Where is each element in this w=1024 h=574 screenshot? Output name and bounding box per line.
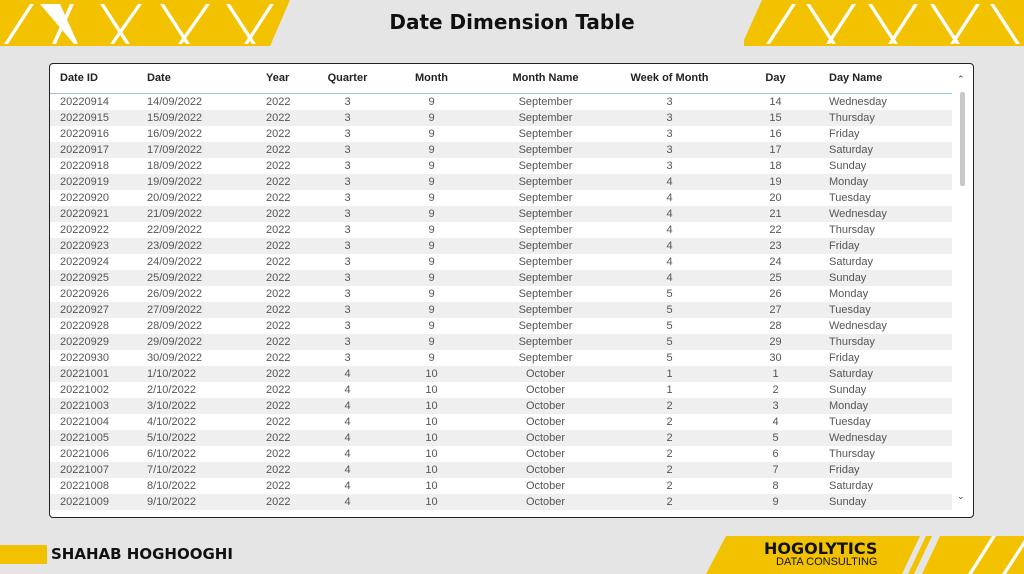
- cell-week-of-month: 2: [666, 496, 673, 508]
- cell-date-id: 20220922: [60, 224, 109, 236]
- cell-date-id: 20220920: [60, 192, 109, 204]
- logo-main-text: HOGOLYTICS: [764, 539, 878, 558]
- cell-day: 28: [769, 320, 782, 332]
- table-row[interactable]: [50, 414, 952, 430]
- cell-day: 1: [772, 368, 779, 380]
- table-row[interactable]: [50, 494, 952, 510]
- cell-date: 18/09/2022: [147, 160, 203, 172]
- cell-month-name: September: [518, 320, 573, 332]
- cell-week-of-month: 4: [666, 272, 673, 284]
- cell-day-name: Thursday: [829, 112, 875, 124]
- cell-day-name: Wednesday: [829, 432, 887, 444]
- cell-month: 9: [428, 336, 435, 348]
- cell-week-of-month: 2: [666, 432, 673, 444]
- cell-week-of-month: 1: [666, 368, 673, 380]
- cell-date-id: 20221001: [60, 368, 109, 380]
- cell-month: 10: [425, 432, 438, 444]
- cell-quarter: 3: [344, 160, 351, 172]
- cell-day: 20: [769, 192, 782, 204]
- cell-week-of-month: 5: [666, 304, 673, 316]
- cell-date: 17/09/2022: [147, 144, 203, 156]
- cell-month-name: October: [525, 384, 566, 396]
- scrollbar-thumb[interactable]: [960, 92, 965, 186]
- cell-month-name: September: [518, 128, 573, 140]
- cell-quarter: 3: [344, 288, 351, 300]
- cell-day-name: Tuesday: [829, 192, 871, 204]
- cell-month-name: September: [518, 176, 573, 188]
- cell-year: 2022: [266, 496, 291, 508]
- cell-date: 14/09/2022: [147, 96, 203, 108]
- cell-quarter: 3: [344, 240, 351, 252]
- cell-day: 2: [772, 384, 779, 396]
- cell-year: 2022: [266, 400, 291, 412]
- cell-week-of-month: 3: [666, 96, 673, 108]
- cell-month: 9: [428, 320, 435, 332]
- cell-day-name: Saturday: [829, 480, 874, 492]
- cell-week-of-month: 4: [666, 240, 673, 252]
- cell-date: 15/09/2022: [147, 112, 203, 124]
- cell-month: 9: [428, 208, 435, 220]
- cell-quarter: 4: [344, 464, 351, 476]
- table-row[interactable]: [50, 238, 952, 254]
- cell-week-of-month: 1: [666, 384, 673, 396]
- cell-month-name: October: [525, 416, 566, 428]
- cell-month-name: September: [518, 144, 573, 156]
- cell-date: 4/10/2022: [147, 416, 196, 428]
- cell-date-id: 20220928: [60, 320, 109, 332]
- cell-quarter: 3: [344, 272, 351, 284]
- hogolytics-logo: [764, 541, 877, 568]
- cell-year: 2022: [266, 304, 291, 316]
- column-header-year[interactable]: Year: [266, 72, 290, 84]
- cell-quarter: 4: [344, 368, 351, 380]
- cell-month-name: October: [525, 480, 566, 492]
- cell-date-id: 20220917: [60, 144, 109, 156]
- cell-day: 18: [769, 160, 782, 172]
- cell-month-name: September: [518, 272, 573, 284]
- column-header-date-id[interactable]: Date ID: [60, 72, 98, 84]
- cell-year: 2022: [266, 176, 291, 188]
- cell-quarter: 3: [344, 352, 351, 364]
- table-body: [50, 94, 952, 518]
- cell-day-name: Monday: [829, 400, 869, 412]
- table-header: [50, 64, 952, 94]
- cell-month: 9: [428, 288, 435, 300]
- cell-month-name: October: [525, 368, 566, 380]
- cell-month: 9: [428, 224, 435, 236]
- cell-date-id: 20220924: [60, 256, 109, 268]
- table-row[interactable]: [50, 94, 952, 110]
- cell-month: 9: [428, 256, 435, 268]
- cell-day: 3: [772, 400, 779, 412]
- table-row[interactable]: [50, 478, 952, 494]
- table-row[interactable]: [50, 430, 952, 446]
- cell-date: 8/10/2022: [147, 480, 196, 492]
- cell-quarter: 3: [344, 128, 351, 140]
- cell-date-id: 20220921: [60, 208, 109, 220]
- table-row[interactable]: [50, 302, 952, 318]
- cell-week-of-month: 3: [666, 112, 673, 124]
- cell-week-of-month: 2: [666, 448, 673, 460]
- cell-month: 9: [428, 112, 435, 124]
- cell-date-id: 20221009: [60, 496, 109, 508]
- cell-quarter: 3: [344, 176, 351, 188]
- cell-month: 10: [425, 400, 438, 412]
- cell-day-name: Wednesday: [829, 320, 887, 332]
- cell-quarter: 4: [344, 432, 351, 444]
- cell-year: 2022: [266, 96, 291, 108]
- cell-week-of-month: 2: [666, 400, 673, 412]
- table-row[interactable]: [50, 286, 952, 302]
- cell-day-name: Thursday: [829, 224, 875, 236]
- table-row[interactable]: [50, 398, 952, 414]
- cell-month-name: September: [518, 96, 573, 108]
- cell-day: 16: [769, 128, 782, 140]
- cell-month-name: September: [518, 256, 573, 268]
- cell-year: 2022: [266, 384, 291, 396]
- cell-year: 2022: [266, 464, 291, 476]
- cell-year: 2022: [266, 352, 291, 364]
- column-header-month-name[interactable]: Month Name: [512, 72, 579, 84]
- cell-date: 5/10/2022: [147, 432, 196, 444]
- cell-month: 9: [428, 128, 435, 140]
- cell-month: 10: [425, 464, 438, 476]
- cell-month: 10: [425, 448, 438, 460]
- cell-day-name: Monday: [829, 176, 869, 188]
- table-row[interactable]: [50, 110, 952, 126]
- cell-date-id: 20220915: [60, 112, 109, 124]
- chevron-down-icon[interactable]: ⌄: [957, 491, 965, 501]
- cell-date: 19/09/2022: [147, 176, 203, 188]
- cell-month: 9: [428, 240, 435, 252]
- cell-day-name: Saturday: [829, 256, 874, 268]
- cell-day-name: Sunday: [829, 496, 867, 508]
- cell-month-name: September: [518, 112, 573, 124]
- cell-month: 9: [428, 176, 435, 188]
- cell-week-of-month: 4: [666, 256, 673, 268]
- cell-quarter: 3: [344, 320, 351, 332]
- cell-day: 7: [772, 464, 779, 476]
- date-table: [49, 63, 974, 518]
- cell-day-name: Saturday: [829, 144, 874, 156]
- cell-day: 5: [772, 432, 779, 444]
- cell-quarter: 4: [344, 480, 351, 492]
- cell-quarter: 3: [344, 304, 351, 316]
- cell-day-name: Saturday: [829, 368, 874, 380]
- table-row[interactable]: [50, 382, 952, 398]
- vertical-scrollbar[interactable]: [951, 64, 973, 517]
- cell-date: 27/09/2022: [147, 304, 203, 316]
- cell-month-name: October: [525, 496, 566, 508]
- cell-week-of-month: 3: [666, 128, 673, 140]
- cell-day-name: Sunday: [829, 384, 867, 396]
- cell-date: 16/09/2022: [147, 128, 203, 140]
- cell-quarter: 3: [344, 112, 351, 124]
- cell-date-id: 20221005: [60, 432, 109, 444]
- cell-week-of-month: 4: [666, 224, 673, 236]
- cell-date-id: 20221006: [60, 448, 109, 460]
- cell-date: 30/09/2022: [147, 352, 203, 364]
- cell-date-id: 20221003: [60, 400, 109, 412]
- cell-day: 29: [769, 336, 782, 348]
- cell-day: 6: [772, 448, 779, 460]
- cell-month-name: October: [525, 400, 566, 412]
- cell-quarter: 4: [344, 400, 351, 412]
- cell-month: 10: [425, 384, 438, 396]
- table-row[interactable]: [50, 158, 952, 174]
- cell-year: 2022: [266, 192, 291, 204]
- cell-date: 7/10/2022: [147, 464, 196, 476]
- cell-month: 9: [428, 352, 435, 364]
- table-row[interactable]: [50, 366, 952, 382]
- cell-date: 3/10/2022: [147, 400, 196, 412]
- cell-day-name: Wednesday: [829, 96, 887, 108]
- cell-month: 9: [428, 304, 435, 316]
- cell-date: 21/09/2022: [147, 208, 203, 220]
- cell-date-id: 20221002: [60, 384, 109, 396]
- cell-date-id: 20220914: [60, 96, 109, 108]
- cell-month: 9: [428, 160, 435, 172]
- cell-year: 2022: [266, 128, 291, 140]
- table-row[interactable]: [50, 462, 952, 478]
- cell-year: 2022: [266, 208, 291, 220]
- cell-day-name: Thursday: [829, 448, 875, 460]
- cell-day-name: Thursday: [829, 336, 875, 348]
- cell-month: 9: [428, 144, 435, 156]
- cell-day-name: Friday: [829, 240, 860, 252]
- cell-month: 10: [425, 496, 438, 508]
- cell-day: 15: [769, 112, 782, 124]
- table-row[interactable]: [50, 254, 952, 270]
- cell-month-name: September: [518, 304, 573, 316]
- table-row[interactable]: [50, 206, 952, 222]
- cell-month: 9: [428, 96, 435, 108]
- column-header-date[interactable]: Date: [147, 72, 171, 84]
- cell-day: 27: [769, 304, 782, 316]
- cell-week-of-month: 5: [666, 288, 673, 300]
- cell-date: 9/10/2022: [147, 496, 196, 508]
- cell-month-name: September: [518, 336, 573, 348]
- cell-day: 14: [769, 96, 782, 108]
- table-row[interactable]: [50, 446, 952, 462]
- cell-day: 22: [769, 224, 782, 236]
- cell-week-of-month: 4: [666, 208, 673, 220]
- cell-quarter: 3: [344, 144, 351, 156]
- cell-year: 2022: [266, 160, 291, 172]
- column-header-month[interactable]: Month: [415, 72, 448, 84]
- cell-quarter: 4: [344, 384, 351, 396]
- cell-month-name: September: [518, 352, 573, 364]
- cell-day: 24: [769, 256, 782, 268]
- cell-day: 21: [769, 208, 782, 220]
- cell-date-id: 20220923: [60, 240, 109, 252]
- cell-week-of-month: 4: [666, 192, 673, 204]
- cell-date-id: 20221007: [60, 464, 109, 476]
- cell-week-of-month: 2: [666, 480, 673, 492]
- cell-date: 20/09/2022: [147, 192, 203, 204]
- table-row[interactable]: [50, 190, 952, 206]
- cell-quarter: 4: [344, 496, 351, 508]
- author-name: SHAHAB HOGHOOGHI: [51, 545, 233, 563]
- cell-year: 2022: [266, 144, 291, 156]
- cell-month-name: September: [518, 224, 573, 236]
- table-row[interactable]: [50, 270, 952, 286]
- cell-month: 9: [428, 272, 435, 284]
- cell-year: 2022: [266, 224, 291, 236]
- cell-month-name: October: [525, 432, 566, 444]
- cell-day-name: Monday: [829, 288, 869, 300]
- cell-year: 2022: [266, 240, 291, 252]
- cell-date: 2/10/2022: [147, 384, 196, 396]
- column-header-week-of-month[interactable]: Week of Month: [630, 72, 709, 84]
- cell-quarter: 4: [344, 416, 351, 428]
- cell-day-name: Tuesday: [829, 304, 871, 316]
- cell-date: 24/09/2022: [147, 256, 203, 268]
- cell-month-name: October: [525, 464, 566, 476]
- cell-day: 19: [769, 176, 782, 188]
- cell-month: 10: [425, 416, 438, 428]
- cell-year: 2022: [266, 272, 291, 284]
- cell-date: 26/09/2022: [147, 288, 203, 300]
- cell-date: 1/10/2022: [147, 368, 196, 380]
- cell-day-name: Sunday: [829, 160, 867, 172]
- cell-date: 25/09/2022: [147, 272, 203, 284]
- table-row[interactable]: [50, 126, 952, 142]
- chevron-up-icon[interactable]: ⌃: [957, 74, 965, 84]
- cell-day: 26: [769, 288, 782, 300]
- cell-quarter: 3: [344, 208, 351, 220]
- cell-day-name: Friday: [829, 128, 860, 140]
- cell-week-of-month: 3: [666, 144, 673, 156]
- cell-year: 2022: [266, 320, 291, 332]
- cell-day: 17: [769, 144, 782, 156]
- cell-day: 25: [769, 272, 782, 284]
- cell-quarter: 3: [344, 336, 351, 348]
- cell-date: 23/09/2022: [147, 240, 203, 252]
- cell-date: 22/09/2022: [147, 224, 203, 236]
- bottom-left-decoration: [0, 545, 47, 564]
- cell-year: 2022: [266, 448, 291, 460]
- cell-year: 2022: [266, 368, 291, 380]
- cell-day-name: Sunday: [829, 272, 867, 284]
- cell-month: 10: [425, 480, 438, 492]
- cell-year: 2022: [266, 288, 291, 300]
- cell-date-id: 20220925: [60, 272, 109, 284]
- cell-week-of-month: 3: [666, 160, 673, 172]
- cell-date: 29/09/2022: [147, 336, 203, 348]
- cell-day: 9: [772, 496, 779, 508]
- cell-date: 6/10/2022: [147, 448, 196, 460]
- cell-day-name: Wednesday: [829, 208, 887, 220]
- cell-date-id: 20221008: [60, 480, 109, 492]
- cell-week-of-month: 2: [666, 416, 673, 428]
- cell-year: 2022: [266, 480, 291, 492]
- table-row[interactable]: [50, 142, 952, 158]
- column-header-day[interactable]: Day: [765, 72, 786, 84]
- cell-week-of-month: 5: [666, 336, 673, 348]
- table-row[interactable]: [50, 174, 952, 190]
- table-row[interactable]: [50, 350, 952, 366]
- page-title: Date Dimension Table: [389, 10, 635, 34]
- column-header-day-name[interactable]: Day Name: [829, 72, 883, 84]
- cell-quarter: 3: [344, 192, 351, 204]
- cell-year: 2022: [266, 336, 291, 348]
- cell-day: 23: [769, 240, 782, 252]
- cell-date-id: 20220916: [60, 128, 109, 140]
- cell-day-name: Friday: [829, 352, 860, 364]
- cell-day-name: Tuesday: [829, 416, 871, 428]
- cell-date: 28/09/2022: [147, 320, 203, 332]
- cell-month-name: September: [518, 160, 573, 172]
- cell-date-id: 20220927: [60, 304, 109, 316]
- cell-day-name: Friday: [829, 464, 860, 476]
- cell-date-id: 20220919: [60, 176, 109, 188]
- cell-year: 2022: [266, 256, 291, 268]
- cell-date-id: 20220930: [60, 352, 109, 364]
- cell-day: 4: [772, 416, 779, 428]
- table-row[interactable]: [50, 318, 952, 334]
- cell-quarter: 3: [344, 256, 351, 268]
- cell-week-of-month: 4: [666, 176, 673, 188]
- cell-week-of-month: 5: [666, 320, 673, 332]
- cell-month: 9: [428, 192, 435, 204]
- column-header-quarter[interactable]: Quarter: [327, 72, 368, 84]
- table-row[interactable]: [50, 222, 952, 238]
- cell-year: 2022: [266, 432, 291, 444]
- cell-year: 2022: [266, 416, 291, 428]
- cell-month-name: September: [518, 288, 573, 300]
- cell-day: 8: [772, 480, 779, 492]
- table-row[interactable]: [50, 334, 952, 350]
- cell-day: 30: [769, 352, 782, 364]
- cell-year: 2022: [266, 112, 291, 124]
- cell-month: 10: [425, 368, 438, 380]
- cell-month-name: September: [518, 208, 573, 220]
- cell-quarter: 3: [344, 224, 351, 236]
- cell-date-id: 20220918: [60, 160, 109, 172]
- logo-sub-text: DATA CONSULTING: [776, 556, 878, 568]
- cell-quarter: 3: [344, 96, 351, 108]
- cell-date-id: 20220929: [60, 336, 109, 348]
- cell-week-of-month: 5: [666, 352, 673, 364]
- cell-date-id: 20220926: [60, 288, 109, 300]
- cell-week-of-month: 2: [666, 464, 673, 476]
- cell-month-name: September: [518, 192, 573, 204]
- cell-month-name: October: [525, 448, 566, 460]
- cell-month-name: September: [518, 240, 573, 252]
- cell-quarter: 4: [344, 448, 351, 460]
- cell-date-id: 20221004: [60, 416, 109, 428]
